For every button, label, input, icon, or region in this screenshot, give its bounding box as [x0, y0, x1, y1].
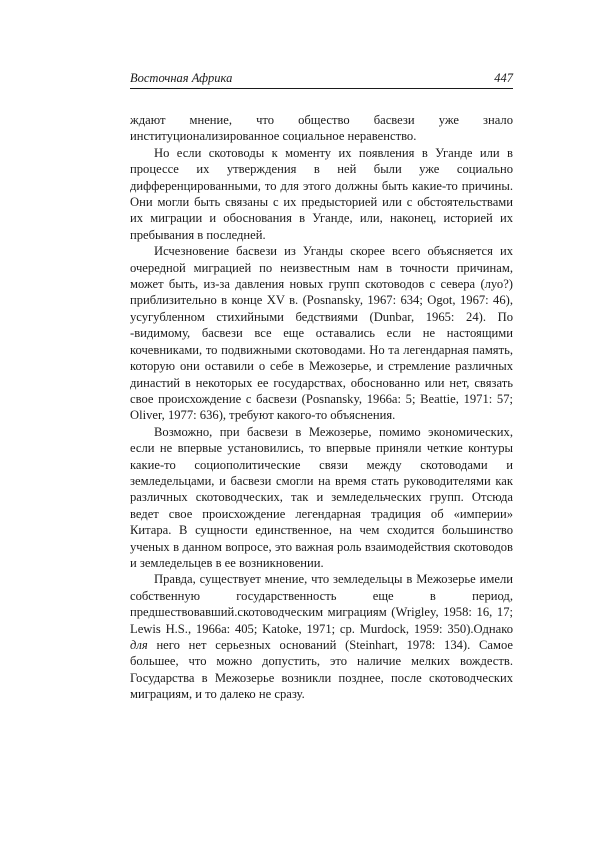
- paragraph-2: Но если скотоводы к моменту их появления в Уганде или в процессе их утверждения в ней были уже социально дифференцированными, то для этого должны быть какие-то причины. Они могли быть связаны с их предысторией или с обстоятельствами их миграции и обоснования в Уганде, или, наконец, историей их пребывания в последней.: [130, 145, 513, 242]
- header-rule: [130, 88, 513, 89]
- running-header: [130, 71, 513, 86]
- paragraph-3: Исчезновение басвези из Уганды скорее всего объясняется их очередной миграцией по неизвестным нам в точности причинам, может быть, из-за давления новых групп скотоводов с севера (луо?) приблизительно в конце XV в. (Posnansky, 1967: 634; Ogot, 1967: 46), усугубленном стихийными бедствиями (Dunbar, 1965: 24). По -видимому, басвези все еще оставались если не настоящими кочевниками, то подвижными скотоводами. Но та легендарная память, которую они оставили о себе в Межозерье, и стремление различных династий в некоторых ее государствах, обоснованно или нет, связать свое происхождение с басвези (Posnansky, 1966a: 5; Beattie, 1971: 57; Oliver, 1977: 636), требуют какого-то объяснения.: [130, 244, 513, 423]
- page-number: 447: [494, 71, 513, 85]
- page-body: [130, 112, 513, 703]
- paragraph-5-part-1: Правда, существует мнение, что земледельцы в Межозерье имели собственную государственность еще в период, предшествовавший.скотоводческим миграциям (Wrigley, 1958: 16, 17; Lewis H.S., 1966a: 405; Katoke, 1971; ср. Murdock, 1959: 350).Однако: [130, 572, 513, 636]
- running-title: Восточная Африка: [130, 71, 233, 85]
- paragraph-4: Возможно, при басвези в Межозерье, помимо экономических, если не впервые установились, то впервые приняли четкие контуры какие-то социополитические связи между скотоводами и земледельцами, и басвези смогли на время стать руководителями как различных скотоводческих, так и земледельческих групп. Отсюда ведет свое происхождение легендарная традиция об «империи» Китара. В сущности единственное, на чем сходится большинство ученых в данном вопросе, это важная роль взаимодействия скотоводов и земледельцев в ее возникновении.: [130, 424, 513, 570]
- paragraph-1: ждают мнение, что общество басвези уже знало институционализированное социальное неравенство.: [130, 113, 513, 144]
- paragraph-5-part-2: него нет серьезных оснований (Steinhart, 1978: 134). Самое большее, что можно допустить, это наличие мелких вождеств. Государства в Межозерье возникли позднее, после скотоводческих миграциям, и то далеко не сразу.: [130, 638, 513, 702]
- paragraph-5-italic: для: [130, 638, 148, 652]
- paragraph-5: [130, 571, 513, 702]
